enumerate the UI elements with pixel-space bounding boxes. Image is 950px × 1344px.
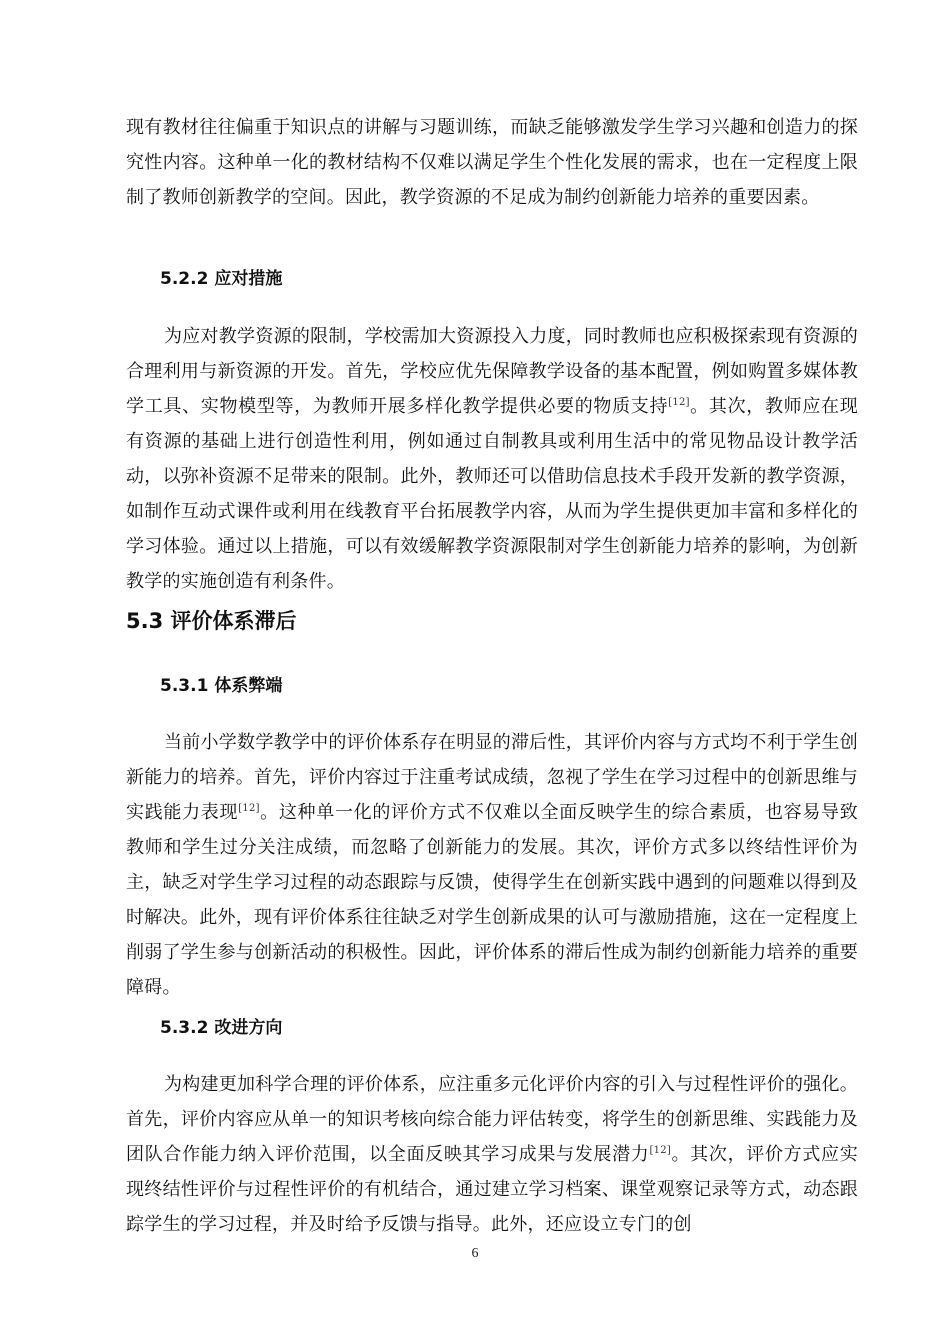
heading-5-3-2: 5.3.2 改进方向 — [160, 1018, 283, 1038]
paragraph-intro-text: 现有教材往往偏重于知识点的讲解与习题训练，而缺乏能够激发学生学习兴趣和创造力的探究性内容。这种单一化的教材结构不仅难以满足学生个性化发展的需求，也在一定程度上限制了教师创新教学的空间。因此，教学资源的不足成为制约创新能力培养的重要因素。 — [126, 117, 858, 208]
citation-12: [12] — [668, 397, 690, 408]
paragraph-5-2-2 — [126, 319, 858, 599]
citation-12: [12] — [649, 1145, 672, 1156]
paragraph-5-3-2-text-a: 为构建更加科学合理的评价体系，应注重多元化评价内容的引入与过程性评价的强化。首先，评价内容应从单一的知识考核向综合能力评估转变，将学生的创新思维、实践能力及团队合作能力纳入评价范围，以全面反映其学习成果与发展潜力 — [126, 1074, 858, 1165]
heading-5-3-1: 5.3.1 体系弊端 — [160, 676, 283, 696]
paragraph-5-3-1-text-b: 。这种单一化的评价方式不仅难以全面反映学生的综合素质，也容易导致教师和学生过分关注成绩，而忽略了创新能力的发展。其次，评价方式多以终结性评价为主，缺乏对学生学习过程的动态跟踪与反馈，使得学生在创新实践中遇到的问题难以得到及时解决。此外，现有评价体系往往缺乏对学生创新成果的认可与激励措施，这在一定程度上削弱了学生参与创新活动的积极性。因此，评价体系的滞后性成为制约创新能力培养的重要障碍。 — [126, 802, 859, 998]
paragraph-intro — [126, 110, 858, 215]
heading-5-3: 5.3 评价体系滞后 — [126, 609, 297, 633]
paragraph-5-2-2-text-a: 为应对教学资源的限制，学校需加大资源投入力度，同时教师也应积极探索现有资源的合理利用与新资源的开发。首先，学校应优先保障教学设备的基本配置，例如购置多媒体教学工具、实物模型等，为教师开展多样化教学提供必要的物质支持 — [126, 326, 858, 417]
paragraph-5-3-2-text-b: 。其次，评价方式应实现终结性评价与过程性评价的有机结合，通过建立学习档案、课堂观察记录等方式，动态跟踪学生的学习过程，并及时给予反馈与指导。此外，还应设立专门的创 — [126, 1144, 858, 1235]
paragraph-5-3-1 — [126, 725, 858, 1005]
paragraph-5-2-2-text-b: 。其次，教师应在现有资源的基础上进行创造性利用，例如通过自制教具或利用生活中的常见物品设计教学活动，以弥补资源不足带来的限制。此外，教师还可以借助信息技术手段开发新的教学资源，如制作互动式课件或利用在线教育平台拓展教学内容，从而为学生提供更加丰富和多样化的学习体验。通过以上措施，可以有效缓解教学资源限制对学生创新能力培养的影响，为创新教学的实施创造有利条件。 — [126, 396, 859, 592]
paragraph-5-3-1-text-a: 当前小学数学教学中的评价体系存在明显的滞后性，其评价内容与方式均不利于学生创新能力的培养。首先，评价内容过于注重考试成绩，忽视了学生在学习过程中的创新思维与实践能力表现 — [126, 732, 858, 823]
citation-12: [12] — [238, 803, 260, 814]
page-number: 6 — [471, 1246, 479, 1261]
heading-5-2-2: 5.2.2 应对措施 — [160, 269, 283, 289]
paragraph-5-3-2 — [126, 1067, 858, 1242]
